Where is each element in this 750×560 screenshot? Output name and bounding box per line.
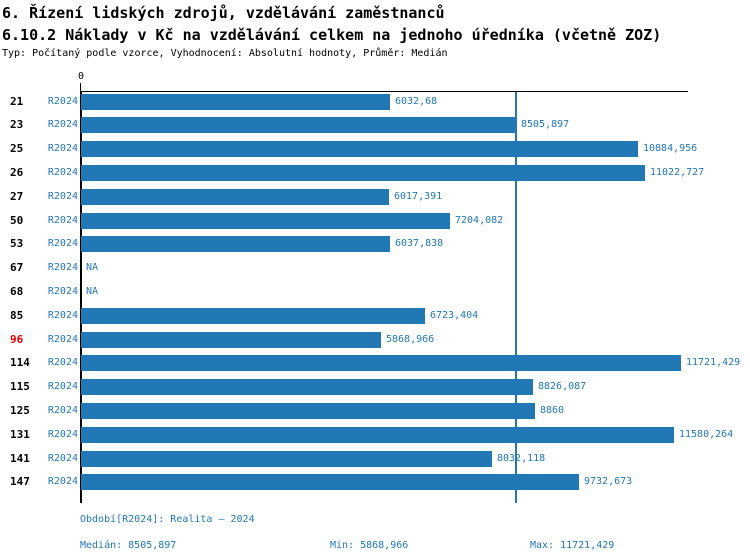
row-period-label: R2024 [47, 286, 78, 297]
bar [81, 379, 533, 395]
row-id-label: 50 [10, 214, 24, 227]
row-id-label: 85 [10, 309, 24, 322]
row-id-label: 21 [10, 95, 24, 108]
row-period-label: R2024 [47, 405, 78, 416]
row-period-label: R2024 [47, 262, 78, 273]
row-id-label: 141 [10, 452, 30, 465]
bar-value-label: 8032,118 [497, 453, 546, 464]
row-id-label: 68 [10, 285, 24, 298]
bar [81, 165, 645, 181]
row-id-label: 114 [10, 356, 30, 369]
bar [81, 427, 674, 443]
row-period-label: R2024 [47, 334, 78, 345]
row-period-label: R2024 [47, 381, 78, 392]
bar-value-label: 11580,264 [679, 429, 734, 440]
chart-subtitle: Typ: Počítaný podle vzorce, Vyhodnocení: Absolutní hodnoty, Průměr: Medián [2, 48, 448, 59]
row-id-label: 23 [10, 118, 24, 131]
row-id-label: 131 [10, 428, 30, 441]
row-period-label: R2024 [47, 357, 78, 368]
row-period-label: R2024 [47, 215, 78, 226]
row-period-label: R2024 [47, 191, 78, 202]
row-id-label: 26 [10, 166, 24, 179]
row-id-label: 115 [10, 380, 30, 393]
row-id-label: 25 [10, 142, 24, 155]
bar-value-label: 6032,68 [395, 96, 438, 107]
footer-max: Max: 11721,429 [530, 540, 615, 551]
row-id-label: 96 [10, 333, 24, 346]
bar-value-label: 10884,956 [643, 143, 698, 154]
row-id-label: 147 [10, 475, 30, 488]
row-period-label: R2024 [47, 238, 78, 249]
na-label: NA [86, 262, 99, 273]
bar [81, 213, 450, 229]
bar [81, 308, 425, 324]
bar [81, 355, 681, 371]
bar-value-label: 6723,404 [430, 310, 479, 321]
row-id-label: 53 [10, 237, 24, 250]
bar-value-label: 6037,838 [395, 238, 444, 249]
bar-value-label: 11721,429 [686, 357, 741, 368]
bar [81, 474, 579, 490]
bar-value-label: 8860 [540, 405, 565, 416]
bar-value-label: 6017,391 [394, 191, 443, 202]
bar-value-label: 8505,897 [521, 119, 570, 130]
footer-min: Min: 5868,966 [330, 540, 409, 551]
bar [81, 236, 390, 252]
bar [81, 189, 389, 205]
bar-value-label: 9732,673 [584, 476, 633, 487]
row-period-label: R2024 [47, 429, 78, 440]
bar [81, 403, 535, 419]
chart-title-line1: 6. Řízení lidských zdrojů, vzdělávání zaměstnanců [2, 4, 445, 22]
bar-value-label: 11022,727 [650, 167, 705, 178]
row-period-label: R2024 [47, 453, 78, 464]
bar [81, 451, 492, 467]
row-id-label: 27 [10, 190, 24, 203]
bar-value-label: 7204,082 [455, 215, 504, 226]
row-period-label: R2024 [47, 119, 78, 130]
footer-period: Období[R2024]: Realita – 2024 [80, 514, 255, 525]
row-period-label: R2024 [47, 167, 78, 178]
row-period-label: R2024 [47, 96, 78, 107]
axis-zero-label: 0 [77, 71, 85, 82]
bar-value-label: 5868,966 [386, 334, 435, 345]
row-period-label: R2024 [47, 476, 78, 487]
bar [81, 332, 381, 348]
row-id-label: 67 [10, 261, 24, 274]
bar [81, 94, 390, 110]
bar [81, 141, 638, 157]
chart-title-line2: 6.10.2 Náklady v Kč na vzdělávání celkem na jednoho úředníka (včetně ZOZ) [2, 26, 662, 44]
x-axis-line [81, 91, 688, 92]
row-period-label: R2024 [47, 310, 78, 321]
na-label: NA [86, 286, 99, 297]
footer-median: Medián: 8505,897 [80, 540, 177, 551]
row-id-label: 125 [10, 404, 30, 417]
row-period-label: R2024 [47, 143, 78, 154]
bar [81, 117, 516, 133]
bar-value-label: 8826,087 [538, 381, 587, 392]
